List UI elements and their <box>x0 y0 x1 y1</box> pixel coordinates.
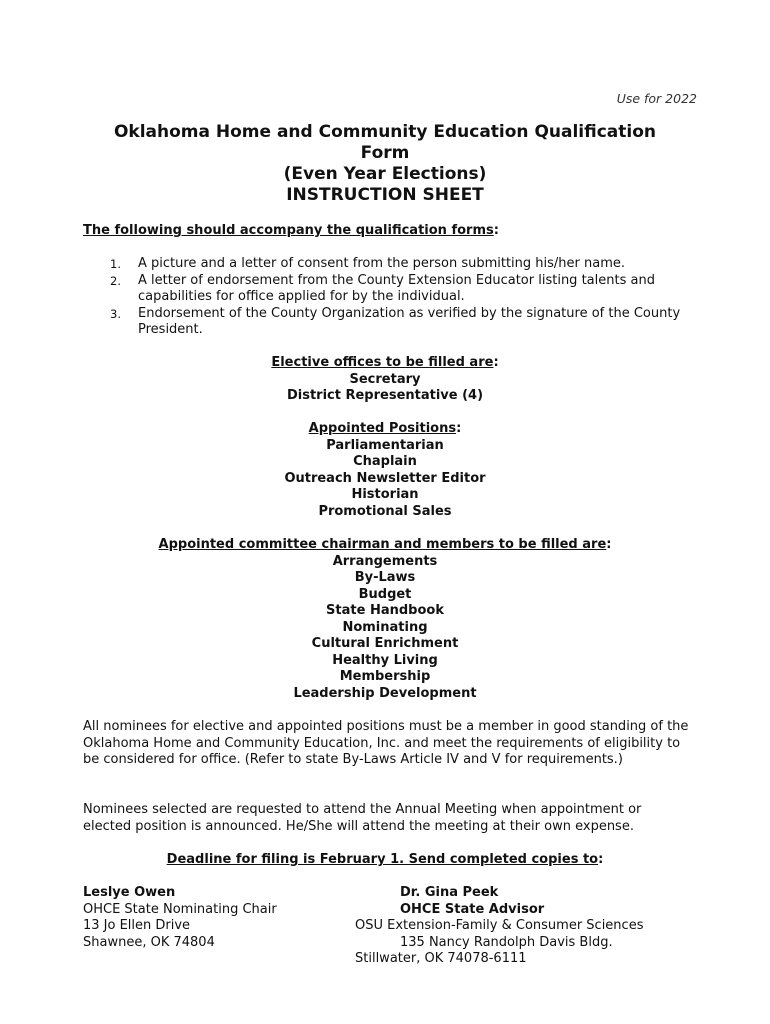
appointed-positions-section <box>0 421 770 520</box>
title-line-2: Form <box>360 143 410 163</box>
committees-heading-colon: : <box>606 537 612 552</box>
requirement-number: 1. <box>110 257 121 271</box>
contact-right-dept: OSU Extension-Family & Consumer Sciences <box>355 918 644 933</box>
requirement-item <box>83 273 703 306</box>
elective-heading-colon: : <box>493 355 499 370</box>
contact-right-title: OHCE State Advisor <box>400 901 545 917</box>
deadline-line <box>0 852 770 867</box>
intro-heading <box>83 223 499 238</box>
attendance-paragraph: Nominees selected are requested to attend the Annual Meeting when appointment or elected position is announced. He/She will attend the meeting at their own expense. <box>83 802 642 834</box>
contact-right-city: Stillwater, OK 74078-6111 <box>355 951 527 966</box>
elective-office-item: District Representative (4) <box>286 388 484 403</box>
committee-item: State Handbook <box>326 603 444 618</box>
title-line-3: (Even Year Elections) <box>283 164 487 184</box>
appointed-heading-colon: : <box>456 421 462 436</box>
requirement-text: Endorsement of the County Organization as verified by the signature of the County President. <box>138 305 681 337</box>
appointed-position-item: Chaplain <box>353 454 417 469</box>
requirement-text: A letter of endorsement from the County Extension Educator listing talents and capabilities for office applied for by the individual. <box>138 272 655 304</box>
elective-office-item: Secretary <box>349 371 421 387</box>
contact-right-street: 135 Nancy Randolph Davis Bldg. <box>400 934 613 950</box>
elective-offices-section <box>0 355 770 405</box>
appointed-position-item: Historian <box>351 487 419 502</box>
document-title <box>0 122 770 206</box>
appointed-position-item: Promotional Sales <box>318 503 452 519</box>
committee-item: Budget <box>358 586 412 602</box>
committee-item: Nominating <box>342 619 428 635</box>
contact-left-city: Shawnee, OK 74804 <box>83 934 215 950</box>
committees-heading <box>0 537 770 554</box>
appointed-positions-heading <box>0 421 770 438</box>
deadline-colon: : <box>598 852 604 867</box>
elective-offices-heading <box>0 355 770 372</box>
committee-item: Cultural Enrichment <box>311 636 459 651</box>
requirement-text: A picture and a letter of consent from the person submitting his/her name. <box>138 256 626 271</box>
committees-heading-text: Appointed committee chairman and members to be filled are <box>158 537 607 552</box>
committee-item: Membership <box>339 669 431 684</box>
eligibility-paragraph: All nominees for elective and appointed positions must be a member in good standing of the Oklahoma Home and Community Education, Inc. and meet the requirements of eligibility to be considered for office. (Refer to state By-Laws Article IV and V for requirements.) <box>83 719 689 767</box>
appointed-position-item: Outreach Newsletter Editor <box>284 470 486 486</box>
requirement-number: 2. <box>110 273 121 288</box>
intro-heading-colon: : <box>493 223 499 238</box>
contact-right-address <box>355 885 643 968</box>
committees-section <box>0 537 770 702</box>
elective-heading-text: Elective offices to be filled are <box>271 355 494 370</box>
appointed-position-item: Parliamentarian <box>326 437 444 453</box>
committee-item: By-Laws <box>354 570 416 585</box>
deadline-text: Deadline for filing is February 1. Send completed copies to <box>166 852 599 867</box>
appointed-heading-text: Appointed Positions <box>308 421 457 436</box>
committee-item: Leadership Development <box>293 685 477 701</box>
contact-left-title: OHCE State Nominating Chair <box>83 901 277 917</box>
committee-item: Arrangements <box>332 553 438 569</box>
contact-left-address <box>83 885 277 951</box>
requirement-item <box>83 256 703 273</box>
contact-left-name: Leslye Owen <box>83 885 176 900</box>
title-line-4: INSTRUCTION SHEET <box>286 185 484 205</box>
requirements-list <box>83 256 703 339</box>
committee-item: Healthy Living <box>332 652 438 668</box>
title-line-1: Oklahoma Home and Community Education Qualification <box>113 122 657 142</box>
use-for-year-note: Use for 2022 <box>616 91 697 106</box>
contact-left-street: 13 Jo Ellen Drive <box>83 918 191 933</box>
contact-right-name: Dr. Gina Peek <box>400 885 499 900</box>
requirement-item <box>83 306 703 339</box>
intro-heading-text: The following should accompany the qualification forms <box>83 223 494 238</box>
requirement-number: 3. <box>110 306 121 321</box>
